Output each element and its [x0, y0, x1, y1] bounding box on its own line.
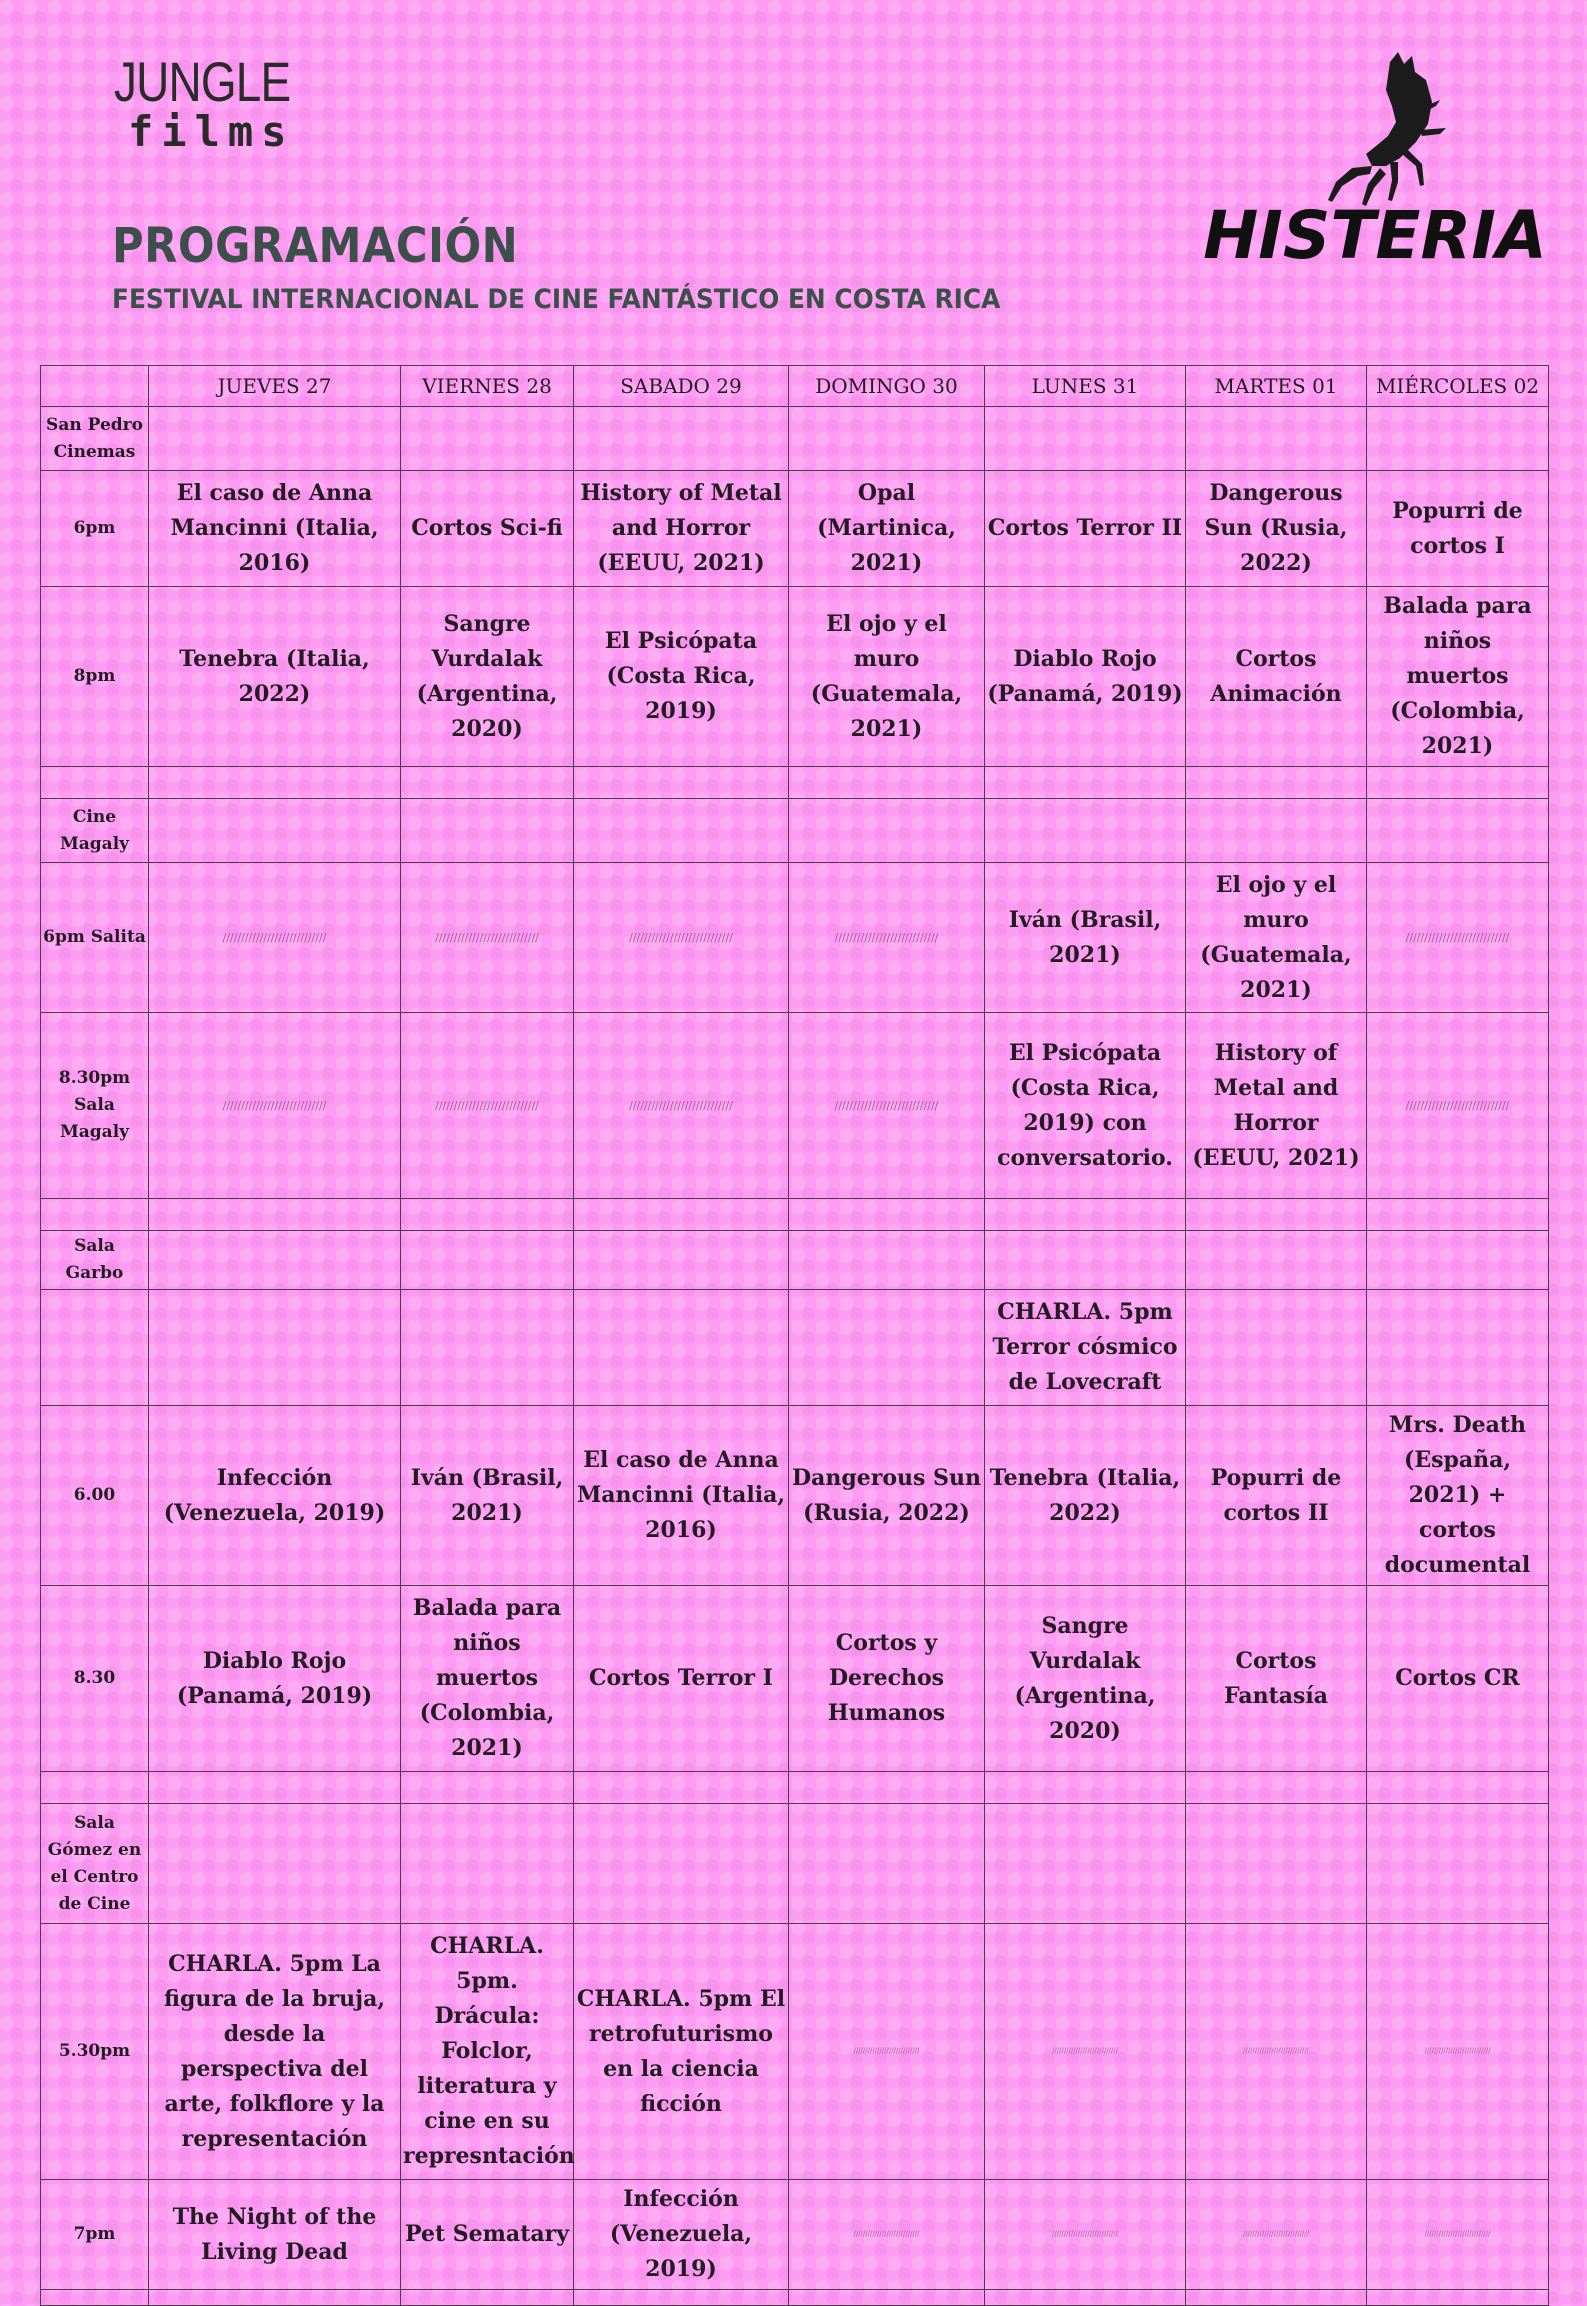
schedule-cell — [1186, 1231, 1367, 1290]
schedule-cell: Cortos Sci-fi — [401, 471, 574, 587]
schedule-cell: //////////////////////////// — [1367, 2180, 1549, 2290]
schedule-cell — [789, 799, 985, 863]
schedule-cell: //////////////////////////// — [985, 1924, 1186, 2180]
schedule-cell: //////////////////////////// — [789, 863, 985, 1013]
schedule-cell: //////////////////////////// — [789, 1013, 985, 1199]
schedule-cell — [574, 1772, 789, 1804]
row-label: Sala Garbo — [41, 1231, 149, 1290]
schedule-cell — [985, 1231, 1186, 1290]
schedule-cell — [401, 1199, 574, 1231]
schedule-cell — [149, 1290, 401, 1406]
row-label — [41, 767, 149, 799]
schedule-cell: Opal (Martinica, 2021) — [789, 471, 985, 587]
schedule-cell — [985, 1199, 1186, 1231]
schedule-row — [41, 1772, 1549, 1804]
schedule-cell: //////////////////////////// — [401, 1013, 574, 1199]
schedule-row — [41, 799, 1549, 863]
schedule-cell — [574, 767, 789, 799]
schedule-cell — [1367, 1804, 1549, 1924]
schedule-cell — [1186, 407, 1367, 471]
schedule-cell: Popurri de cortos II — [1186, 1406, 1367, 1586]
schedule-cell — [1186, 1290, 1367, 1406]
schedule-cell — [789, 1290, 985, 1406]
schedule-row — [41, 407, 1549, 471]
schedule-cell — [401, 1804, 574, 1924]
schedule-cell — [985, 407, 1186, 471]
schedule-cell: CHARLA. 5pm El retrofuturismo en la ciencia ficción — [574, 1924, 789, 2180]
schedule-row — [41, 1013, 1549, 1199]
day-header: MIÉRCOLES 02 — [1367, 366, 1549, 407]
row-label: 8pm — [41, 587, 149, 767]
schedule-cell — [985, 2290, 1186, 2306]
schedule-cell: //////////////////////////// — [574, 863, 789, 1013]
schedule-cell — [985, 767, 1186, 799]
row-label: 8.30pm Sala Magaly — [41, 1013, 149, 1199]
schedule-cell: Cortos y Derechos Humanos — [789, 1586, 985, 1772]
schedule-row — [41, 1586, 1549, 1772]
schedule-cell — [149, 1772, 401, 1804]
schedule-cell — [1367, 1199, 1549, 1231]
schedule-cell: El Psicópata (Costa Rica, 2019) con conversatorio. — [985, 1013, 1186, 1199]
schedule-cell — [149, 407, 401, 471]
schedule-cell — [1367, 767, 1549, 799]
schedule-cell: Cortos CR — [1367, 1586, 1549, 1772]
schedule-cell — [574, 1290, 789, 1406]
schedule-cell — [1367, 2290, 1549, 2306]
schedule-cell — [1367, 1231, 1549, 1290]
schedule-cell: Dangerous Sun (Rusia, 2022) — [1186, 471, 1367, 587]
schedule-cell — [1367, 799, 1549, 863]
schedule-cell: Tenebra (Italia, 2022) — [985, 1406, 1186, 1586]
day-header: VIERNES 28 — [401, 366, 574, 407]
schedule-cell: //////////////////////////// — [789, 2180, 985, 2290]
histeria-hand-logo — [1203, 50, 1547, 274]
schedule-cell: //////////////////////////// — [1367, 1924, 1549, 2180]
schedule-cell: //////////////////////////// — [401, 863, 574, 1013]
row-label: 6pm Salita — [41, 863, 149, 1013]
row-label — [41, 1772, 149, 1804]
schedule-cell: History of Metal and Horror (EEUU, 2021) — [1186, 1013, 1367, 1199]
schedule-cell: History of Metal and Horror (EEUU, 2021) — [574, 471, 789, 587]
schedule-row — [41, 471, 1549, 587]
schedule-cell: Popurri de cortos I — [1367, 471, 1549, 587]
schedule-cell — [789, 1231, 985, 1290]
schedule-cell — [985, 799, 1186, 863]
row-label: Sala Gómez en el Centro de Cine — [41, 1804, 149, 1924]
schedule-cell: CHARLA. 5pm La figura de la bruja, desde la perspectiva del arte, folkflore y la representación — [149, 1924, 401, 2180]
schedule-cell: Cortos Terror II — [985, 471, 1186, 587]
schedule-cell — [149, 1199, 401, 1231]
schedule-cell — [401, 767, 574, 799]
page-title: PROGRAMACIÓN — [112, 218, 519, 274]
schedule-cell — [789, 1804, 985, 1924]
corner-cell — [41, 366, 149, 407]
schedule-cell: //////////////////////////// — [1367, 1013, 1549, 1199]
schedule-cell — [1186, 1772, 1367, 1804]
schedule-table — [40, 365, 1549, 2306]
schedule-cell — [1186, 799, 1367, 863]
schedule-cell — [149, 799, 401, 863]
schedule-cell — [574, 1804, 789, 1924]
schedule-cell: Cortos Terror I — [574, 1586, 789, 1772]
schedule-cell: Infección (Venezuela, 2019) — [574, 2180, 789, 2290]
schedule-row — [41, 2290, 1549, 2306]
schedule-cell — [401, 799, 574, 863]
schedule-cell: //////////////////////////// — [1186, 2180, 1367, 2290]
schedule-cell: Iván (Brasil, 2021) — [985, 863, 1186, 1013]
schedule-cell: Cortos Fantasía — [1186, 1586, 1367, 1772]
jungle-films-logo — [114, 50, 344, 156]
schedule-cell: Tenebra (Italia, 2022) — [149, 587, 401, 767]
row-label: 6pm — [41, 471, 149, 587]
schedule-cell: El caso de Anna Mancinni (Italia, 2016) — [149, 471, 401, 587]
jungle-logo-text: JUNGLE — [114, 50, 291, 113]
schedule-cell: El caso de Anna Mancinni (Italia, 2016) — [574, 1406, 789, 1586]
schedule-cell — [789, 2290, 985, 2306]
schedule-cell — [1186, 1804, 1367, 1924]
schedule-cell — [1186, 767, 1367, 799]
schedule-cell — [149, 2290, 401, 2306]
schedule-cell — [574, 1199, 789, 1231]
schedule-cell: Iván (Brasil, 2021) — [401, 1406, 574, 1586]
schedule-cell: Diablo Rojo (Panamá, 2019) — [985, 587, 1186, 767]
schedule-cell — [401, 2290, 574, 2306]
row-label — [41, 1199, 149, 1231]
header-row — [41, 366, 1549, 407]
schedule-cell — [401, 1290, 574, 1406]
row-label: 7pm — [41, 2180, 149, 2290]
day-header: JUEVES 27 — [149, 366, 401, 407]
schedule-cell: CHARLA. 5pm Terror cósmico de Lovecraft — [985, 1290, 1186, 1406]
schedule-cell: //////////////////////////// — [574, 1013, 789, 1199]
schedule-cell — [1186, 2290, 1367, 2306]
schedule-cell: Mrs. Death (España, 2021) + cortos documental — [1367, 1406, 1549, 1586]
schedule-cell: Pet Sematary — [401, 2180, 574, 2290]
schedule-cell — [1367, 1772, 1549, 1804]
page-subtitle: FESTIVAL INTERNACIONAL DE CINE FANTÁSTICO EN COSTA RICA — [112, 284, 1001, 315]
schedule-row — [41, 1406, 1549, 1586]
schedule-cell: //////////////////////////// — [789, 1924, 985, 2180]
schedule-cell: CHARLA. 5pm. Drácula: Folclor, literatura y cine en su represntación — [401, 1924, 574, 2180]
schedule-cell: El ojo y el muro (Guatemala, 2021) — [789, 587, 985, 767]
row-label: Cine Magaly — [41, 799, 149, 863]
schedule-row — [41, 863, 1549, 1013]
schedule-row — [41, 1804, 1549, 1924]
schedule-cell: Balada para niños muertos (Colombia, 2021) — [1367, 587, 1549, 767]
row-label: San Pedro Cinemas — [41, 407, 149, 471]
row-label: 8.30 — [41, 1586, 149, 1772]
schedule-row — [41, 1199, 1549, 1231]
schedule-cell: Diablo Rojo (Panamá, 2019) — [149, 1586, 401, 1772]
schedule-cell: El Psicópata (Costa Rica, 2019) — [574, 587, 789, 767]
row-label: 6.00 — [41, 1406, 149, 1586]
schedule-row — [41, 2180, 1549, 2290]
schedule-cell — [401, 1772, 574, 1804]
films-logo-text: films — [128, 107, 295, 156]
schedule-cell: Dangerous Sun (Rusia, 2022) — [789, 1406, 985, 1586]
schedule-cell — [1367, 407, 1549, 471]
row-label: 5.30pm — [41, 1924, 149, 2180]
schedule-body — [41, 407, 1549, 2306]
schedule-cell — [574, 1231, 789, 1290]
schedule-cell: //////////////////////////// — [1186, 1924, 1367, 2180]
schedule-cell — [789, 767, 985, 799]
schedule-cell: //////////////////////////// — [1367, 863, 1549, 1013]
schedule-cell — [401, 407, 574, 471]
histeria-logo-text: HISTERIA — [1203, 197, 1547, 274]
schedule-row — [41, 587, 1549, 767]
schedule-cell: El ojo y el muro (Guatemala, 2021) — [1186, 863, 1367, 1013]
schedule-cell: //////////////////////////// — [985, 2180, 1186, 2290]
schedule-row — [41, 1290, 1549, 1406]
schedule-cell — [1186, 1199, 1367, 1231]
schedule-cell: //////////////////////////// — [149, 863, 401, 1013]
schedule-cell — [789, 1772, 985, 1804]
schedule-cell — [985, 1804, 1186, 1924]
schedule-row — [41, 767, 1549, 799]
schedule-row — [41, 1924, 1549, 2180]
schedule-cell — [149, 767, 401, 799]
day-header: MARTES 01 — [1186, 366, 1367, 407]
row-label — [41, 2290, 149, 2306]
schedule-cell: Sangre Vurdalak (Argentina, 2020) — [985, 1586, 1186, 1772]
schedule-row — [41, 1231, 1549, 1290]
schedule-cell: Balada para niños muertos (Colombia, 2021) — [401, 1586, 574, 1772]
schedule-cell — [574, 799, 789, 863]
schedule-cell — [1367, 1290, 1549, 1406]
day-header: SABADO 29 — [574, 366, 789, 407]
schedule-cell: Cortos Animación — [1186, 587, 1367, 767]
day-header: LUNES 31 — [985, 366, 1186, 407]
row-label — [41, 1290, 149, 1406]
schedule-cell — [149, 1231, 401, 1290]
schedule-cell — [985, 1772, 1186, 1804]
day-header: DOMINGO 30 — [789, 366, 985, 407]
schedule-cell — [574, 407, 789, 471]
schedule-cell — [789, 407, 985, 471]
schedule-cell: The Night of the Living Dead — [149, 2180, 401, 2290]
schedule-cell — [574, 2290, 789, 2306]
schedule-cell: Sangre Vurdalak (Argentina, 2020) — [401, 587, 574, 767]
schedule-cell — [401, 1231, 574, 1290]
schedule-cell — [149, 1804, 401, 1924]
schedule-cell: Infección (Venezuela, 2019) — [149, 1406, 401, 1586]
schedule-cell — [789, 1199, 985, 1231]
schedule-cell: //////////////////////////// — [149, 1013, 401, 1199]
